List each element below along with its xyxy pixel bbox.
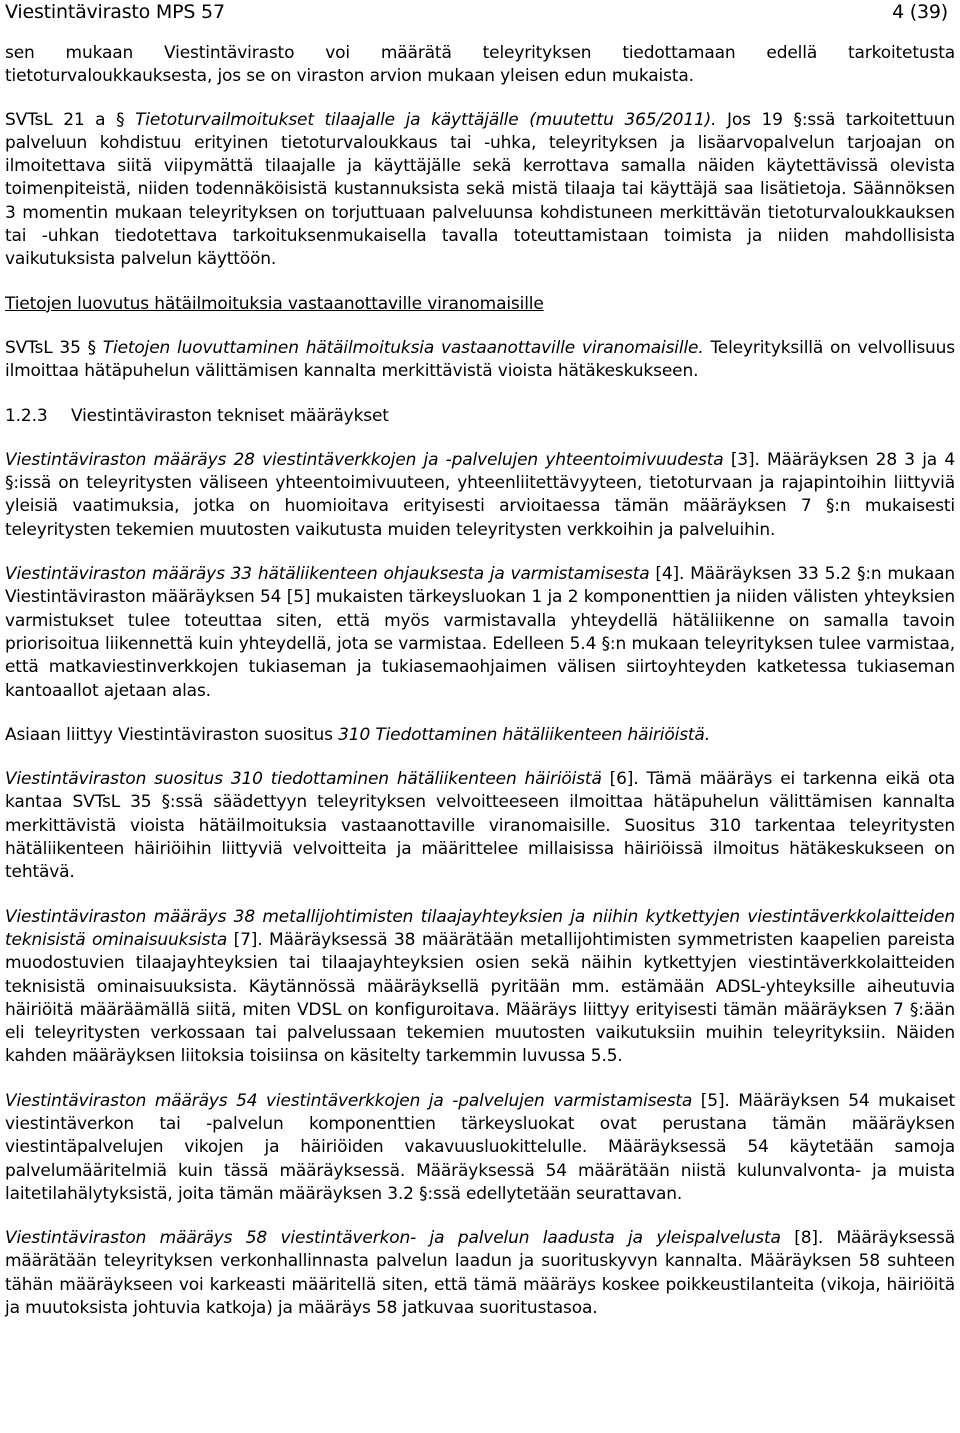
paragraph [5, 42, 955, 89]
law-reference-title: Tietojen luovuttaminen hätäilmoituksia vastaanottaville viranomaisille. [102, 337, 704, 358]
paragraph-text: Jos 19 §:ssä tarkoitettuun palveluun kohdistuu erityinen tietoturvaloukkaus tai -uhka, teleyrityksen ja lisäarvopalvelun tarjoajan on ilmoitettava siitä viipymättä tilaajalle ja käyttäjälle sekä kerrottava samalla näiden käytettävissä olevista toimenpiteistä, niiden todennäköisistä kustannuksista sekä mistä tilaaja tai käyttäjä saa lisätietoja. Säännöksen 3 momentin mukaan teleyrityksen on torjuttuaan palveluunsa kohdistuneen merkittävän tietoturvaloukkauksen tai -uhkan tiedotettava tarkoituksenmukaisella tavalla toteuttamistaan toimista ja niiden mahdollisista vaikutuksista palvelun käyttöön. [5, 109, 955, 270]
paragraph [5, 724, 955, 747]
paragraph [5, 337, 955, 384]
document-title: Viestintävirasto MPS 57 [5, 1, 225, 23]
paragraph [5, 1227, 955, 1320]
paragraph [5, 563, 955, 703]
paragraph-text: Teleyrityksillä on velvollisuus ilmoittaa hätäpuhelun välittämisen kannalta merkittävistä vioista hätäkeskukseen. [5, 337, 956, 382]
paragraph [5, 449, 955, 542]
paragraph-text: [6]. Tämä määräys ei tarkenna eikä ota kantaa SVTsL 35 §:ssä säädettyyn teleyrityksen velvoitteeseen ilmoittaa hätäpuhelun välittämisen kannalta merkittävistä vioista hätäilmoituksia vastaanottaville viranomaisille. Suositus 310 tarkentaa teleyritysten hätäliikenteen häiriöihin liittyviä velvoitteita ja määrittelee millaisissa häiriöissä ilmoitus hätäkeskukseen on tehtävä. [5, 769, 955, 883]
section-heading: Tietojen luovutus hätäilmoituksia vastaanottaville viranomaisille [5, 293, 544, 314]
paragraph-text: Asiaan liittyy Viestintäviraston suositus [5, 724, 339, 745]
paragraph-text: [8]. Määräyksessä määrätään teleyrityksen verkonhallinnasta palvelun laadun ja suorituskyvyn kannalta. Määräyksen 58 suhteen tähän määräykseen voi karkeasti määritellä siten, että tämä määräys koskee poikkeustilanteita (vikoja, häiriöitä ja muutoksista johtuvia katkoja) ja määräys 58 jatkuvaa suoritustasoa. [5, 1228, 955, 1319]
law-reference-lead: SVTsL 35 § [5, 337, 103, 358]
paragraph-text: [7]. Määräyksessä 38 määrätään metallijohtimisten symmetristen kaapelien pareista muodostuvien tilaajayhteyksien tai tilaajayhteyksien osien sekä näihin kytkettyjen viestintäverkkolaitteiden teknisistä ominaisuuksista. Käytännössä määräyksellä pyritään mm. estämään ADSL-yhteyksille aiheutuvia häiriöitä määräämällä siitä, miten VDSL on konfiguroitava. Määräys liittyy erityisesti tämän määräyksen 7 §:ään eli teleyritysten verkossaan tai palvelussaan tekemien muutosten vaikutuksiin muihin teleyrityksiin. Näiden kahden määräyksen liitoksia toisiinsa on käsitelty tarkemmin luvussa 5.5. [5, 929, 955, 1067]
regulation-title: Viestintäviraston määräys 38 metallijohtimisten tilaajayhteyksien ja niihin kytkettyjen viestintäverkkolaitteiden teknisistä ominaisuuksista [5, 906, 955, 950]
regulation-title: Viestintäviraston määräys 54 viestintäverkkojen ja -palvelujen varmistamisesta [5, 1090, 693, 1111]
paragraph [5, 109, 955, 272]
document-body [5, 42, 955, 1341]
heading-number: 1.2.3 [5, 405, 48, 426]
recommendation-title: Viestintäviraston suositus 310 tiedottaminen hätäliikenteen häiriöistä [5, 769, 602, 790]
numbered-heading [5, 405, 955, 428]
paragraph [5, 768, 955, 884]
paragraph [5, 1090, 955, 1206]
paragraph [5, 906, 955, 1069]
law-reference-title: Tietoturvailmoitukset tilaajalle ja käyttäjälle (muutettu 365/2011). [135, 109, 717, 130]
paragraph-text: [4]. Määräyksen 33 5.2 §:n mukaan Viestintäviraston määräyksen 54 [5] mukaisten tärkeysluokan 1 ja 2 komponenttien ja niiden välisten yhteyksien varmistukset tulee toteuttaa siten, että myös varmistavalla yhteydellä hätäliikenne on samalla tavoin priorisoitua liikennettä kuin yhteydellä, jota se varmistaa. Edelleen 5.4 §:n mukaan teleyrityksen tulee varmistaa, että matkaviestinverkkojen tukiaseman ja tukiasemaohjaimen välisen siirtoyhteyden katketessa tukiaseman kantoaallot ajetaan alas. [5, 564, 956, 701]
regulation-title: Viestintäviraston määräys 28 viestintäverkkojen ja -palvelujen yhteentoimivuudesta [5, 449, 724, 470]
paragraph-text: [5]. Määräyksen 54 mukaiset viestintäverkon tai -palvelun komponenttien tärkeysluokat ovat perustana tämän määräyksen viestintäpalvelujen vikojen ja häiriöiden vakavuusluokittelulle. Määräyksessä 54 käytetään samoja palvelumääritelmiä kuin tässä määräyksessä. Määräyksessä 54 määrätään niistä kulunvalvonta- ja muista laitetilahälytyksistä, joita tämän määräyksen 3.2 §:ssä edellytetään seurattavan. [5, 1090, 955, 1204]
page-header [5, 0, 948, 24]
page-number: 4 (39) [892, 1, 948, 23]
paragraph-text: [3]. Määräyksen 28 3 ja 4 §:issä on teleyritysten väliseen yhteentoimivuuteen, yhteenliitettävyyteen, tietoturvaan ja rajapintoihin liittyviä yleisiä vaatimuksia, jotka on huomioitava erityisesti arvioitaessa tämän määräyksen 7 §:n mukaisesti teleyritysten tekemien muutosten vaikutusta muiden teleyritysten verkkoihin ja palveluihin. [5, 449, 955, 540]
law-reference-lead: SVTsL 21 a § [5, 109, 136, 130]
recommendation-title: 310 Tiedottaminen hätäliikenteen häiriöistä. [338, 724, 710, 745]
heading-text: Viestintäviraston tekniset määräykset [71, 405, 389, 426]
regulation-title: Viestintäviraston määräys 58 viestintäverkon- ja palvelun laadusta ja yleispalvelusta [5, 1228, 781, 1249]
paragraph-text: sen mukaan Viestintävirasto voi määrätä teleyrityksen tiedottamaan edellä tarkoitetusta tietoturvaloukkauksesta, jos se on viraston arvion mukaan yleisen edun mukaista. [5, 43, 955, 87]
regulation-title: Viestintäviraston määräys 33 hätäliikenteen ohjauksesta ja varmistamisesta [5, 564, 650, 585]
